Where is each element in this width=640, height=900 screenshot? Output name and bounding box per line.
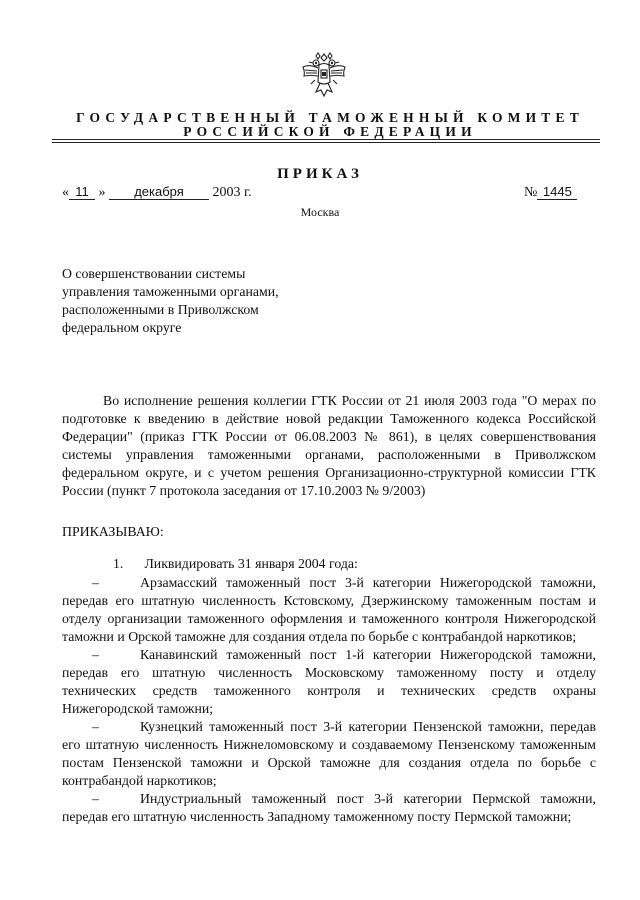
list-item: [62, 574, 596, 646]
item-number: 1.: [113, 556, 124, 571]
order-item-1: [113, 556, 358, 572]
number-sign: №: [524, 185, 538, 200]
subject-line: федеральном округе: [62, 320, 182, 335]
list-dash: –: [92, 647, 99, 662]
order-word: ПРИКАЗЫВАЮ:: [62, 524, 164, 539]
org-title-line1: ГОСУДАРСТВЕННЫЙ ТАМОЖЕННЫЙ КОМИТЕТ: [76, 110, 584, 125]
document-date: [62, 184, 252, 201]
org-title-line2: РОССИЙСКОЙ ФЕДЕРАЦИИ: [183, 124, 477, 139]
list-dash: –: [92, 719, 99, 734]
document-number: [524, 184, 577, 201]
item-text: Ликвидировать 31 января 2004 года:: [144, 556, 358, 571]
state-emblem: [301, 52, 347, 100]
date-month: декабря: [109, 184, 209, 200]
date-year: 2003 г.: [212, 185, 252, 200]
document-type: ПРИКАЗ: [277, 166, 363, 182]
list-item-text: Кузнецкий таможенный пост 3-й категории Пензенской таможни, передав его штатную численность Нижнеломовскому и создаваемому Пензенскому таможенным постам Пензенской таможни и Орской таможне для создания отдела по борьбе с контрабандой наркотиков;: [62, 719, 596, 788]
preamble-paragraph: Во исполнение решения коллегии ГТК России от 21 июля 2003 года "О мерах по подготовке к введению в действие новой редакции Таможенного кодекса Российской Федерации" (приказ ГТК России от 06.08.2003 № 861), в целях совершенствования системы управления таможенными органами, расположенными в Приволжском федеральном округе, и с учетом решения Организационно-структурной комиссии ГТК России (пункт 7 протокола заседания от 17.10.2003 № 9/2003): [62, 393, 596, 498]
list-dash: –: [92, 791, 99, 806]
subject-line: расположенными в Приволжском: [62, 302, 259, 317]
order-item-1-list: [62, 574, 596, 826]
header-rule: [52, 139, 600, 140]
subject-line: управления таможенными органами,: [62, 284, 279, 299]
list-item-text: Канавинский таможенный пост 1-й категории Нижегородской таможни, передав его штатную численность Московскому таможенному посту и отделу технических средств таможенного контроля и технических средств охраны Нижегородской таможни;: [62, 647, 596, 716]
list-item: [62, 790, 596, 826]
double-headed-eagle-icon: [301, 52, 347, 100]
list-item: [62, 646, 596, 718]
date-day: 11: [69, 184, 95, 200]
date-open-quote: «: [62, 185, 69, 200]
list-dash: –: [92, 575, 99, 590]
document-city: Москва: [300, 205, 340, 219]
document-subject: [62, 265, 322, 337]
date-close-quote: »: [98, 185, 106, 200]
list-item-text: Арзамасский таможенный пост 3-й категории Нижегородской таможни, передав его штатную численность Кстовскому, Дзержинскому таможенным постам и отделу организации таможенного оформления и таможенного контроля Нижегородской таможни и Орской таможне для создания отдела по борьбе с контрабандой наркотиков;: [62, 575, 596, 644]
number-value: 1445: [537, 184, 577, 200]
list-item: [62, 718, 596, 790]
list-item-text: Индустриальный таможенный пост 3-й категории Пермской таможни, передав его штатную численность Западному таможенному посту Пермской таможни;: [62, 791, 596, 824]
header-rule-thin: [52, 142, 600, 143]
subject-line: О совершенствовании системы: [62, 266, 246, 281]
